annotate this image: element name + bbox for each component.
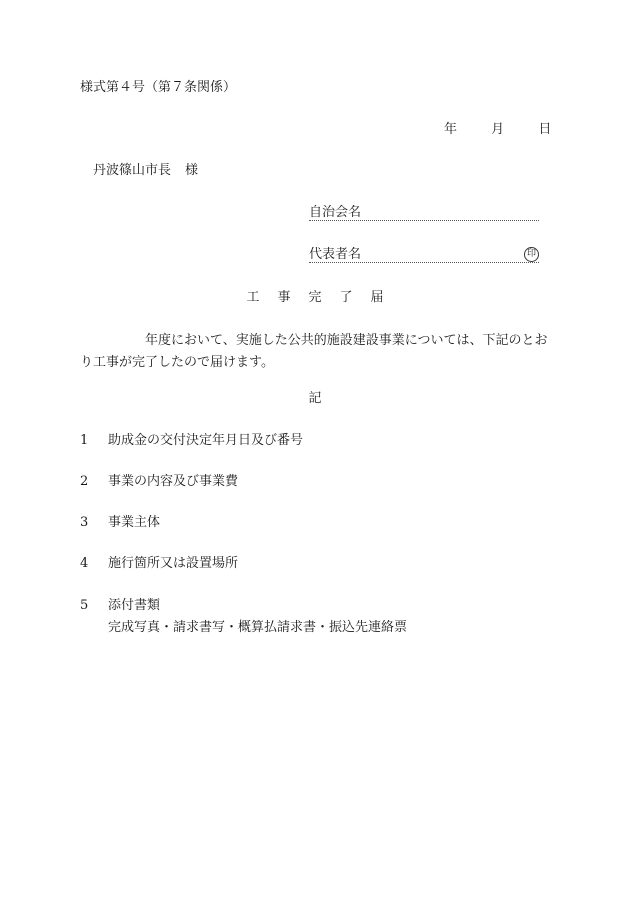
title-char: 事 — [277, 290, 291, 305]
body-paragraph: 年度において、実施した公共的施設建設事業については、下記のとおり工事が完了したので届けます。 — [80, 333, 548, 370]
list-item — [80, 599, 160, 612]
title-char: 届 — [370, 290, 384, 305]
date-line — [444, 123, 551, 136]
ki-heading: 記 — [308, 391, 322, 406]
representative-name-label: 代表者名 — [309, 247, 362, 262]
date-day: 日 — [538, 122, 552, 137]
title-char: 完 — [308, 290, 322, 305]
list-item — [80, 516, 160, 529]
form-number: 様式第４号（第７条関係） — [80, 80, 237, 95]
item-number: 2 — [80, 474, 89, 489]
list-item — [80, 434, 303, 447]
addressee-honorific: 様 — [185, 163, 199, 178]
seal-icon: 印 — [524, 247, 539, 262]
item-number: 3 — [80, 515, 89, 530]
item-number: 5 — [80, 598, 89, 613]
item-text: 事業の内容及び事業費 — [108, 474, 239, 489]
item-text: 施行箇所又は設置場所 — [108, 556, 239, 571]
item-text: 添付書類 — [108, 598, 161, 613]
item-text: 助成金の交付決定年月日及び番号 — [108, 433, 304, 448]
addressee — [93, 164, 198, 177]
item-number: 4 — [80, 556, 89, 571]
title-char: 工 — [246, 290, 260, 305]
attachments-list: 完成写真・請求書写・概算払請求書・振込先連絡票 — [108, 620, 408, 635]
document-title — [0, 291, 630, 304]
list-item — [80, 557, 238, 570]
date-year: 年 — [444, 122, 458, 137]
addressee-name: 丹波篠山市長 — [93, 163, 172, 178]
title-char: 了 — [339, 290, 353, 305]
representative-name-field[interactable] — [309, 248, 539, 263]
list-item — [80, 475, 238, 488]
organization-name-field[interactable] — [309, 206, 539, 221]
organization-name-label: 自治会名 — [309, 205, 362, 220]
date-month: 月 — [491, 122, 505, 137]
item-text: 事業主体 — [108, 515, 161, 530]
item-number: 1 — [80, 433, 89, 448]
